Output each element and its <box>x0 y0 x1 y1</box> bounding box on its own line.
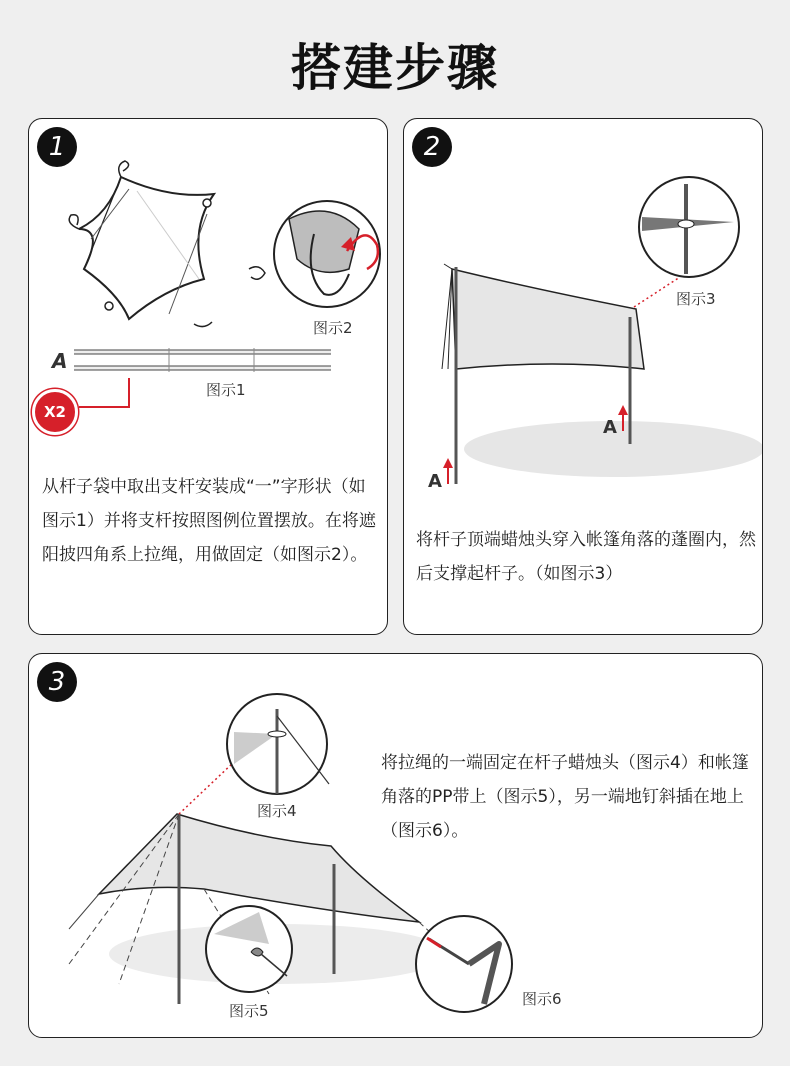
pole-mark-a-right: A <box>603 417 617 438</box>
step-1-card <box>28 118 388 635</box>
figure-3-label: 图示3 <box>676 290 716 308</box>
step-2-description: 将杆子顶端蜡烛头穿入帐篷角落的蓬圈内，然后支撑起杆子。（如图示3） <box>416 530 756 584</box>
figure-4-label: 图示4 <box>257 802 297 820</box>
tarp-shape <box>452 269 644 369</box>
pole-set <box>74 348 331 372</box>
figure-2-detail <box>274 201 380 307</box>
quantity-badge: X2 <box>32 389 78 435</box>
figure-5-detail <box>206 906 292 992</box>
figure-5-label: 图示5 <box>229 1002 269 1020</box>
figure-6-detail <box>416 916 512 1012</box>
tarp-shape <box>99 814 419 922</box>
figure-6-label: 图示6 <box>522 990 562 1008</box>
step-number-badge: 3 <box>37 662 77 702</box>
step-3-card <box>28 653 763 1038</box>
step-3-description: 将拉绳的一端固定在杆子蜡烛头（图示4）和帐篷角落的PP带上（图示5），另一端地钉斜插在地上（图示6）。 <box>381 753 749 841</box>
figure-3-detail <box>639 177 739 277</box>
step-number-badge: 2 <box>412 127 452 167</box>
step-number-badge: 1 <box>37 127 77 167</box>
figure-2-label: 图示2 <box>313 319 353 337</box>
step-1-description: 从杆子袋中取出支杆安装成“一”字形状（如图示1）并将支杆按照图例位置摆放。在将遮阳披四角系上拉绳，用做固定（如图示2）。 <box>42 477 376 565</box>
step-2-card <box>403 118 763 635</box>
figure-4-detail <box>227 694 329 794</box>
pole-mark-a-left: A <box>428 471 442 492</box>
figure-1-label: 图示1 <box>206 381 246 399</box>
pole-mark-a: A <box>52 349 68 373</box>
page-title: 搭建步骤 <box>291 39 499 97</box>
